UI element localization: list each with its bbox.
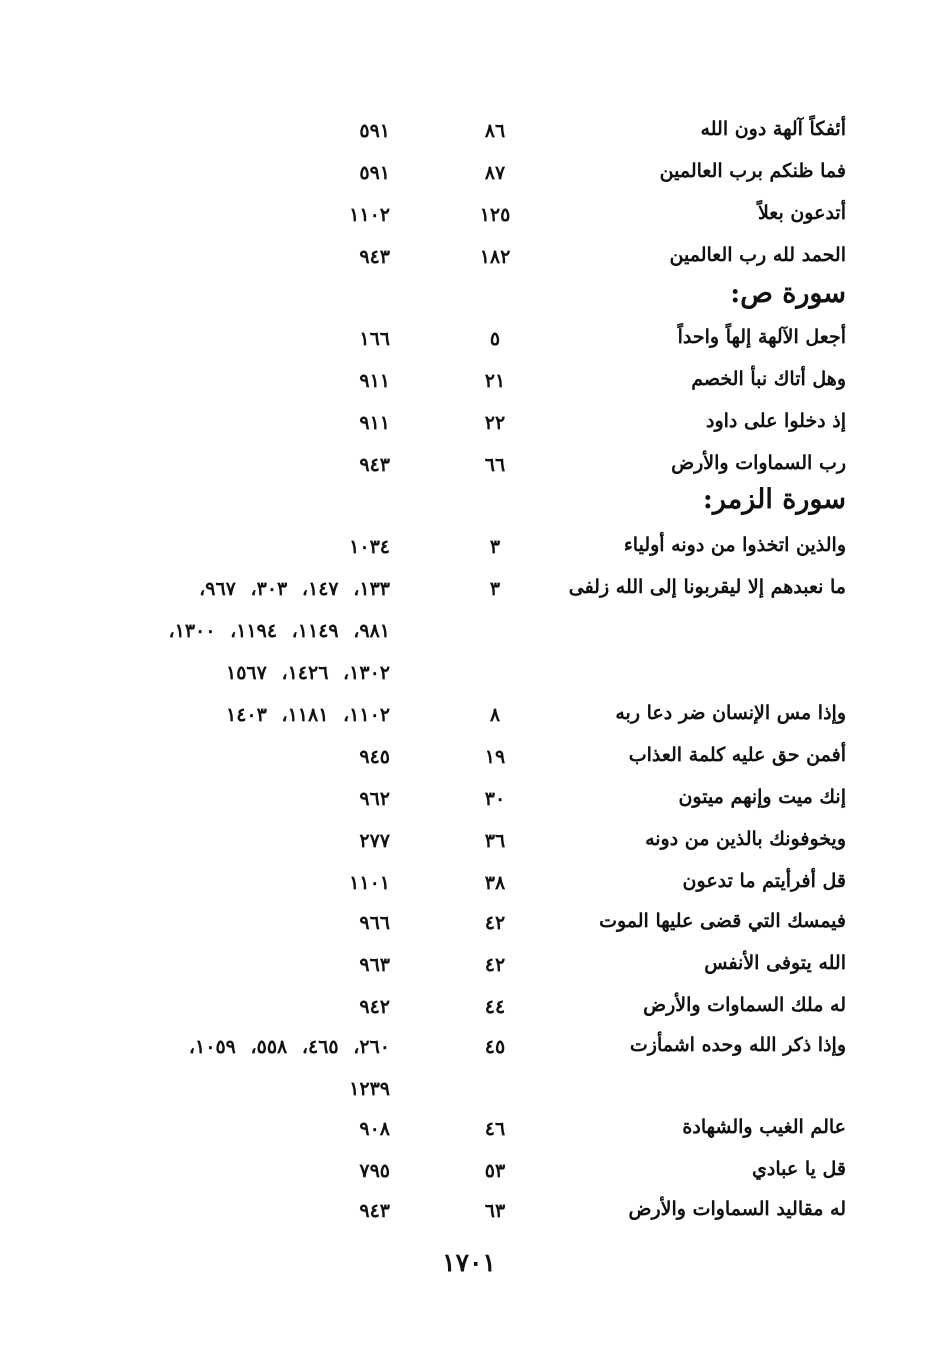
ayah-number: ١٢٥ (479, 204, 511, 226)
ayah-number: ١٩ (484, 746, 506, 768)
index-row (0, 238, 938, 280)
ayah-number: ٨ (489, 704, 501, 726)
page-number: ١٧٠١ (442, 1248, 496, 1277)
phrase-text: فيمسك التي قضى عليها الموت (599, 910, 846, 932)
page-refs: ١٣٠٢، ١٤٢٦، ١٥٦٧ (226, 662, 390, 684)
ayah-number: ٥ (489, 328, 501, 350)
page-refs: ٩٠٨ (359, 1118, 390, 1140)
index-row (0, 362, 938, 404)
index-row (0, 570, 938, 612)
index-row (0, 738, 938, 780)
ayah-number: ٨٧ (484, 162, 506, 184)
index-row (0, 1028, 938, 1070)
index-row (0, 780, 938, 822)
index-row (0, 1152, 938, 1194)
page-refs: ٩٦٣ (359, 954, 390, 976)
ayah-number: ٣٦ (484, 830, 506, 852)
ayah-number: ٦٦ (484, 454, 506, 476)
index-row (0, 1192, 938, 1234)
index-row (0, 696, 938, 738)
page-refs: ٢٦٠، ٤٦٥، ٥٥٨، ١٠٥٩، (188, 1036, 390, 1058)
phrase-text: قل يا عبادي (752, 1158, 846, 1180)
ayah-number: ٤٦ (484, 1118, 506, 1140)
page-refs: ٩٦٦ (359, 912, 390, 934)
index-row (0, 612, 938, 654)
index-row (0, 320, 938, 362)
phrase-text: الله يتوفى الأنفس (704, 952, 846, 974)
phrase-text: قل أفرأيتم ما تدعون (682, 870, 846, 892)
ayah-number: ٣٠ (484, 788, 506, 810)
page-refs: ١٢٣٩ (349, 1078, 390, 1100)
ayah-number: ٦٣ (484, 1200, 506, 1222)
index-row (0, 528, 938, 570)
page-refs: ١٣٣، ١٤٧، ٣٠٣، ٩٦٧، (199, 578, 390, 600)
phrase-text: رب السماوات والأرض (671, 452, 846, 474)
ayah-number: ٣ (489, 578, 501, 600)
phrase-text: وإذا مس الإنسان ضر دعا ربه (615, 702, 846, 724)
phrase-text: والذين اتخذوا من دونه أولياء (623, 534, 846, 556)
ayah-number: ٨٦ (484, 120, 506, 142)
page-refs: ١١٠٢، ١١٨١، ١٤٠٣ (226, 704, 390, 726)
index-row (0, 196, 938, 238)
index-row (0, 904, 938, 946)
phrase-text: فما ظنكم برب العالمين (659, 160, 846, 182)
phrase-text: عالم الغيب والشهادة (682, 1116, 846, 1138)
ayah-number: ١٨٢ (479, 246, 511, 268)
page-refs: ٧٩٥ (359, 1160, 390, 1182)
ayah-number: ٥٣ (484, 1160, 506, 1182)
phrase-text: الحمد لله رب العالمين (669, 244, 846, 266)
page-refs: ٩١١ (359, 370, 390, 392)
index-row (0, 654, 938, 696)
page-refs: ١٦٦ (359, 328, 390, 350)
phrase-text: ويخوفونك بالذين من دونه (645, 828, 846, 850)
page-refs: ١١٠٢ (349, 204, 390, 226)
surah-heading: سورة الزمر: (702, 484, 846, 515)
index-row (0, 822, 938, 864)
page-refs: ٩٤٣ (359, 1200, 390, 1222)
phrase-text: إذ دخلوا على داود (705, 410, 846, 432)
ayah-number: ٢٢ (484, 412, 506, 434)
page-refs: ٩٤٣ (359, 246, 390, 268)
page-refs: ٩٤٢ (359, 996, 390, 1018)
index-row (0, 1110, 938, 1152)
index-row (0, 112, 938, 154)
phrase-text: أجعل الآلهة إلهاً واحداً (677, 326, 846, 348)
index-row (0, 864, 938, 906)
page-refs: ٥٩١ (359, 120, 390, 142)
phrase-text: أتدعون بعلاً (757, 202, 846, 224)
ayah-number: ٣ (489, 536, 501, 558)
phrase-text: أئفكاً آلهة دون الله (700, 118, 846, 140)
page-refs: ١١٠١ (349, 872, 390, 894)
index-row (0, 988, 938, 1030)
index-row (0, 946, 938, 988)
phrase-text: ما نعبدهم إلا ليقربونا إلى الله زلفى (568, 576, 846, 598)
index-row (0, 1070, 938, 1112)
phrase-text: له ملك السماوات والأرض (643, 994, 846, 1016)
page-refs: ٩١١ (359, 412, 390, 434)
ayah-number: ٤٥ (484, 1036, 506, 1058)
page-refs: ٥٩١ (359, 162, 390, 184)
phrase-text: له مقاليد السماوات والأرض (628, 1198, 846, 1220)
surah-heading: سورة ص: (730, 278, 846, 309)
phrase-text: وهل أتاك نبأ الخصم (691, 368, 846, 390)
index-row (0, 446, 938, 488)
page-refs: ٩٨١، ١١٤٩، ١١٩٤، ١٣٠٠، (168, 620, 390, 642)
phrase-text: إنك ميت وإنهم ميتون (678, 786, 846, 808)
ayah-number: ٤٢ (484, 954, 506, 976)
page-refs: ٩٦٢ (359, 788, 390, 810)
ayah-number: ٤٤ (484, 996, 506, 1018)
page-refs: ٩٤٥ (359, 746, 390, 768)
phrase-text: وإذا ذكر الله وحده اشمأزت (629, 1034, 846, 1056)
ayah-number: ٣٨ (484, 872, 506, 894)
ayah-number: ٢١ (484, 370, 506, 392)
ayah-number: ٤٢ (484, 912, 506, 934)
index-row (0, 404, 938, 446)
index-row (0, 154, 938, 196)
page-refs: ٢٧٧ (359, 830, 390, 852)
page-refs: ١٠٣٤ (349, 536, 390, 558)
phrase-text: أفمن حق عليه كلمة العذاب (628, 744, 846, 766)
page-refs: ٩٤٣ (359, 454, 390, 476)
